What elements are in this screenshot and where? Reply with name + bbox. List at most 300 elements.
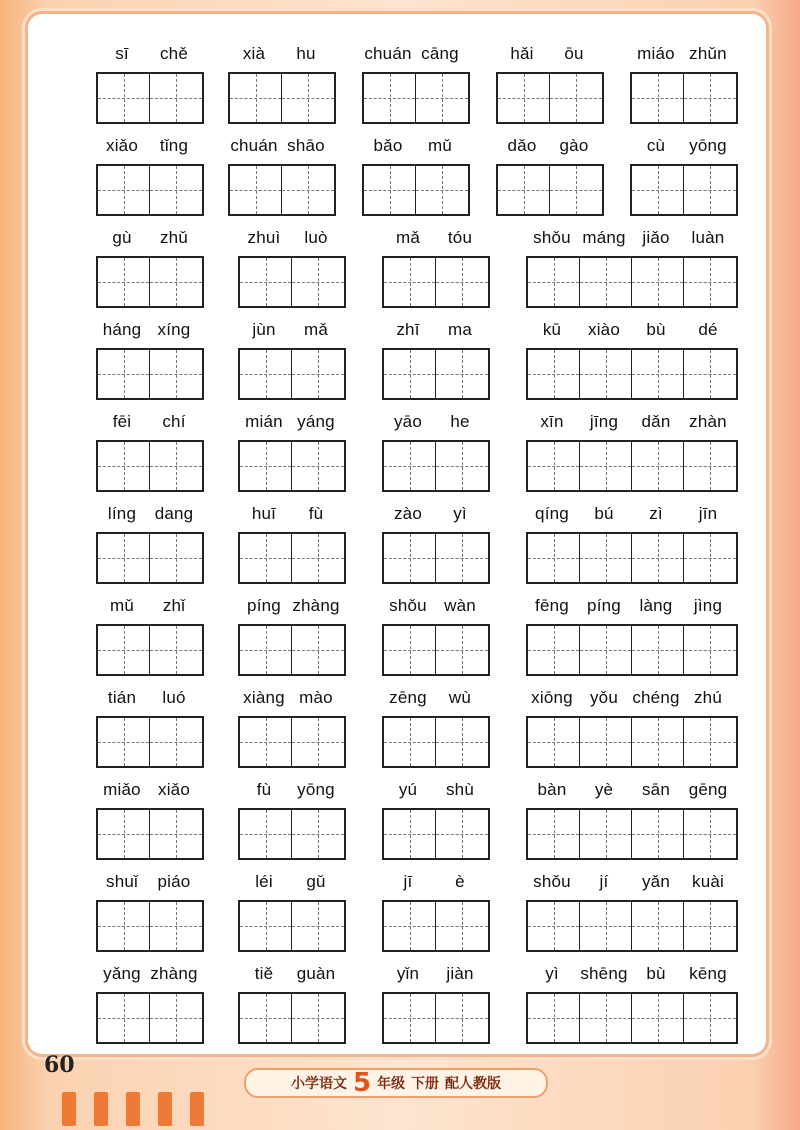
decorative-bar xyxy=(190,1092,204,1126)
writing-cell[interactable] xyxy=(98,350,150,398)
writing-cell[interactable] xyxy=(150,350,202,398)
writing-cell[interactable] xyxy=(632,442,684,490)
word-group xyxy=(382,780,486,872)
pinyin-label: dang xyxy=(154,504,194,523)
pinyin-label: léi xyxy=(255,872,273,891)
writing-cell[interactable] xyxy=(436,626,488,674)
pinyin-label: xiǎo xyxy=(106,136,138,155)
pinyin-label: zhī xyxy=(396,320,420,339)
word-group xyxy=(382,320,486,412)
pinyin-label: piáo xyxy=(157,872,191,891)
writing-cell[interactable] xyxy=(436,718,488,766)
decorative-bar xyxy=(94,1092,108,1126)
writing-cell[interactable] xyxy=(384,810,436,858)
pinyin-label: zhuì xyxy=(247,228,281,247)
character-grid xyxy=(526,900,738,952)
writing-cell[interactable] xyxy=(684,442,736,490)
writing-cell[interactable] xyxy=(384,718,436,766)
writing-cell[interactable] xyxy=(98,718,150,766)
pinyin-label: xiàng xyxy=(243,688,285,707)
writing-cell[interactable] xyxy=(580,810,632,858)
character-grid xyxy=(382,992,490,1044)
writing-cell[interactable] xyxy=(240,718,292,766)
writing-cell[interactable] xyxy=(684,994,736,1042)
writing-cell[interactable] xyxy=(240,442,292,490)
writing-cell[interactable] xyxy=(282,166,334,214)
pinyin-label: qíng xyxy=(535,504,569,523)
character-grid xyxy=(382,532,490,584)
writing-cell[interactable] xyxy=(292,626,344,674)
pinyin-label: fù xyxy=(256,780,272,799)
word-group xyxy=(362,136,466,228)
pinyin-label: zēng xyxy=(389,688,427,707)
character-grid xyxy=(362,164,470,216)
pinyin-label: gǔ xyxy=(306,872,326,891)
pinyin-label: máng xyxy=(582,228,626,247)
writing-cell[interactable] xyxy=(684,350,736,398)
pinyin-label: huī xyxy=(251,504,277,523)
pinyin-label: gēng xyxy=(688,780,728,799)
word-group xyxy=(526,320,734,412)
character-grid xyxy=(496,164,604,216)
writing-cell[interactable] xyxy=(240,350,292,398)
pinyin-label: jùn xyxy=(252,320,276,339)
writing-cell[interactable] xyxy=(292,258,344,306)
writing-cell[interactable] xyxy=(528,994,580,1042)
pinyin-label: mǔ xyxy=(427,136,453,155)
character-grid xyxy=(238,808,346,860)
character-grid xyxy=(238,716,346,768)
character-grid xyxy=(630,164,738,216)
character-grid xyxy=(96,348,204,400)
character-grid xyxy=(526,624,738,676)
writing-cell[interactable] xyxy=(150,74,202,122)
character-grid xyxy=(526,256,738,308)
writing-cell[interactable] xyxy=(150,534,202,582)
writing-cell[interactable] xyxy=(632,718,684,766)
writing-cell[interactable] xyxy=(292,442,344,490)
word-group xyxy=(96,688,200,780)
writing-cell[interactable] xyxy=(684,902,736,950)
pinyin-label: fēi xyxy=(112,412,132,431)
writing-cell[interactable] xyxy=(632,994,684,1042)
pinyin-label: mǎ xyxy=(395,228,421,247)
writing-cell[interactable] xyxy=(240,534,292,582)
worksheet-row xyxy=(28,688,766,780)
writing-cell[interactable] xyxy=(416,166,468,214)
word-group xyxy=(238,872,342,964)
writing-cell[interactable] xyxy=(528,534,580,582)
character-grid xyxy=(238,900,346,952)
writing-cell[interactable] xyxy=(498,166,550,214)
writing-cell[interactable] xyxy=(150,810,202,858)
pinyin-label: píng xyxy=(587,596,621,615)
writing-cell[interactable] xyxy=(528,902,580,950)
word-group xyxy=(238,964,342,1056)
character-grid xyxy=(238,992,346,1044)
pinyin-label: wàn xyxy=(444,596,476,615)
writing-cell[interactable] xyxy=(528,810,580,858)
writing-cell[interactable] xyxy=(98,258,150,306)
writing-cell[interactable] xyxy=(436,442,488,490)
pinyin-label: xiǎo xyxy=(158,780,190,799)
worksheet-row xyxy=(28,872,766,964)
word-group xyxy=(238,504,342,596)
word-group xyxy=(526,228,734,320)
word-group xyxy=(96,44,200,136)
pinyin-label: ōu xyxy=(564,44,584,63)
pinyin-label: shuǐ xyxy=(106,872,138,891)
writing-cell[interactable] xyxy=(292,994,344,1042)
writing-cell[interactable] xyxy=(436,810,488,858)
pinyin-label: fù xyxy=(308,504,324,523)
writing-cell[interactable] xyxy=(632,258,684,306)
pinyin-label: chí xyxy=(162,412,186,431)
worksheet-page xyxy=(28,14,766,1054)
pinyin-label: zhú xyxy=(693,688,722,707)
writing-cell[interactable] xyxy=(632,350,684,398)
pinyin-label: chě xyxy=(159,44,188,63)
pinyin-label: shǒu xyxy=(389,596,427,615)
writing-cell[interactable] xyxy=(384,994,436,1042)
word-group xyxy=(382,228,486,320)
writing-cell[interactable] xyxy=(364,166,416,214)
character-grid xyxy=(526,808,738,860)
writing-cell[interactable] xyxy=(98,626,150,674)
character-grid xyxy=(526,532,738,584)
pinyin-label: xiào xyxy=(588,320,620,339)
pinyin-label: líng xyxy=(107,504,137,523)
word-group xyxy=(96,320,200,412)
writing-cell[interactable] xyxy=(384,902,436,950)
word-group xyxy=(238,596,342,688)
pinyin-label: shù xyxy=(445,780,474,799)
writing-cell[interactable] xyxy=(150,994,202,1042)
pinyin-label: zào xyxy=(393,504,422,523)
pinyin-label: xià xyxy=(242,44,266,63)
writing-cell[interactable] xyxy=(292,810,344,858)
pinyin-label: jī xyxy=(403,872,413,891)
book-footer-label xyxy=(244,1068,548,1098)
writing-cell[interactable] xyxy=(384,626,436,674)
decorative-bar xyxy=(62,1092,76,1126)
writing-cell[interactable] xyxy=(684,534,736,582)
character-grid xyxy=(96,532,204,584)
writing-cell[interactable] xyxy=(292,350,344,398)
pinyin-label: yāo xyxy=(393,412,422,431)
pinyin-label: chéng xyxy=(632,688,680,707)
writing-cell[interactable] xyxy=(632,902,684,950)
writing-cell[interactable] xyxy=(98,166,150,214)
writing-cell[interactable] xyxy=(98,902,150,950)
worksheet-row xyxy=(28,504,766,596)
writing-cell[interactable] xyxy=(292,534,344,582)
writing-cell[interactable] xyxy=(150,258,202,306)
word-group xyxy=(96,780,200,872)
pinyin-label: xīn xyxy=(540,412,564,431)
character-grid xyxy=(526,348,738,400)
pinyin-label: gào xyxy=(559,136,589,155)
character-grid xyxy=(238,440,346,492)
character-grid xyxy=(96,624,204,676)
worksheet-row xyxy=(28,596,766,688)
pinyin-label: tián xyxy=(107,688,137,707)
writing-cell[interactable] xyxy=(150,166,202,214)
pinyin-label: mǔ xyxy=(109,596,135,615)
writing-cell[interactable] xyxy=(240,810,292,858)
pinyin-label: jiàn xyxy=(446,964,474,983)
word-group xyxy=(526,504,734,596)
writing-cell[interactable] xyxy=(230,166,282,214)
writing-cell[interactable] xyxy=(684,718,736,766)
word-group xyxy=(382,688,486,780)
character-grid xyxy=(496,72,604,124)
word-group xyxy=(382,872,486,964)
character-grid xyxy=(382,900,490,952)
worksheet-row xyxy=(28,780,766,872)
writing-cell[interactable] xyxy=(550,166,602,214)
writing-cell[interactable] xyxy=(528,626,580,674)
word-group xyxy=(96,596,200,688)
pinyin-label: píng xyxy=(247,596,281,615)
writing-cell[interactable] xyxy=(580,718,632,766)
writing-cell[interactable] xyxy=(632,626,684,674)
word-group xyxy=(382,596,486,688)
writing-cell[interactable] xyxy=(632,810,684,858)
pinyin-label: tóu xyxy=(447,228,473,247)
writing-cell[interactable] xyxy=(436,534,488,582)
footer-grade-label: 年级 xyxy=(377,1075,406,1091)
word-group xyxy=(96,228,200,320)
character-grid xyxy=(630,72,738,124)
pinyin-label: kuài xyxy=(692,872,724,891)
footer-edition: 配人教版 xyxy=(445,1075,502,1091)
writing-cell[interactable] xyxy=(580,258,632,306)
pinyin-label: chuán xyxy=(364,44,412,63)
decorative-bar xyxy=(158,1092,172,1126)
writing-cell[interactable] xyxy=(684,626,736,674)
pinyin-label: bàn xyxy=(537,780,567,799)
writing-cell[interactable] xyxy=(98,994,150,1042)
pinyin-label: cāng xyxy=(421,44,459,63)
character-grid xyxy=(382,256,490,308)
character-grid xyxy=(96,256,204,308)
pinyin-label: xíng xyxy=(157,320,191,339)
word-group xyxy=(228,136,332,228)
character-grid xyxy=(96,992,204,1044)
pinyin-label: yè xyxy=(594,780,614,799)
writing-cell[interactable] xyxy=(580,350,632,398)
writing-cell[interactable] xyxy=(98,810,150,858)
writing-cell[interactable] xyxy=(580,626,632,674)
writing-cell[interactable] xyxy=(230,74,282,122)
pinyin-label: shēng xyxy=(580,964,628,983)
writing-cell[interactable] xyxy=(150,626,202,674)
writing-cell[interactable] xyxy=(528,442,580,490)
character-grid xyxy=(96,164,204,216)
word-group xyxy=(526,964,734,1056)
pinyin-label: jìng xyxy=(693,596,723,615)
writing-cell[interactable] xyxy=(384,442,436,490)
pinyin-label: dǎn xyxy=(641,412,671,431)
writing-cell[interactable] xyxy=(436,350,488,398)
footer-volume: 下册 xyxy=(411,1075,440,1091)
writing-cell[interactable] xyxy=(240,626,292,674)
writing-cell[interactable] xyxy=(528,350,580,398)
character-grid xyxy=(238,256,346,308)
writing-cell[interactable] xyxy=(282,74,334,122)
writing-cell[interactable] xyxy=(436,902,488,950)
word-group xyxy=(96,504,200,596)
word-group xyxy=(362,44,466,136)
writing-cell[interactable] xyxy=(550,74,602,122)
writing-cell[interactable] xyxy=(684,258,736,306)
pinyin-label: he xyxy=(450,412,470,431)
writing-cell[interactable] xyxy=(150,442,202,490)
pinyin-label: chuán xyxy=(230,136,278,155)
writing-cell[interactable] xyxy=(150,718,202,766)
pinyin-label: luò xyxy=(304,228,328,247)
pinyin-label: yú xyxy=(398,780,418,799)
writing-cell[interactable] xyxy=(684,810,736,858)
writing-cell[interactable] xyxy=(632,166,684,214)
word-group xyxy=(630,44,734,136)
writing-cell[interactable] xyxy=(292,902,344,950)
pinyin-label: bǎo xyxy=(373,136,403,155)
character-grid xyxy=(526,992,738,1044)
pinyin-label: zhǔn xyxy=(689,44,727,63)
word-group xyxy=(526,688,734,780)
writing-cell[interactable] xyxy=(240,258,292,306)
writing-cell[interactable] xyxy=(528,258,580,306)
character-grid xyxy=(238,348,346,400)
character-grid xyxy=(238,624,346,676)
pinyin-label: yǒu xyxy=(589,688,618,707)
pinyin-label: jīng xyxy=(589,412,619,431)
writing-cell[interactable] xyxy=(98,442,150,490)
character-grid xyxy=(362,72,470,124)
writing-cell[interactable] xyxy=(684,166,736,214)
pinyin-label: hu xyxy=(296,44,316,63)
worksheet-row xyxy=(28,964,766,1056)
pinyin-label: zhàn xyxy=(689,412,727,431)
writing-cell[interactable] xyxy=(632,74,684,122)
pinyin-label: shǒu xyxy=(533,228,571,247)
writing-cell[interactable] xyxy=(436,258,488,306)
writing-cell[interactable] xyxy=(384,258,436,306)
character-grid xyxy=(382,716,490,768)
character-grid xyxy=(96,72,204,124)
pinyin-label: yōng xyxy=(689,136,727,155)
character-grid xyxy=(96,440,204,492)
pinyin-label: shǒu xyxy=(533,872,571,891)
character-grid xyxy=(96,900,204,952)
character-grid xyxy=(382,808,490,860)
word-group xyxy=(526,596,734,688)
writing-cell[interactable] xyxy=(240,902,292,950)
writing-cell[interactable] xyxy=(150,902,202,950)
word-group xyxy=(96,964,200,1056)
word-group xyxy=(238,320,342,412)
writing-cell[interactable] xyxy=(436,994,488,1042)
page-number: 60 xyxy=(44,1052,75,1078)
pinyin-label: zhǐ xyxy=(162,596,186,615)
footer-grade-number: 5 xyxy=(352,1068,372,1098)
writing-cell[interactable] xyxy=(580,902,632,950)
pinyin-label: háng xyxy=(102,320,142,339)
word-group xyxy=(238,228,342,320)
writing-cell[interactable] xyxy=(632,534,684,582)
pinyin-label: jiǎo xyxy=(642,228,670,247)
word-group xyxy=(96,412,200,504)
writing-cell[interactable] xyxy=(528,718,580,766)
writing-cell[interactable] xyxy=(98,74,150,122)
decorative-bar xyxy=(126,1092,140,1126)
character-grid xyxy=(382,440,490,492)
pinyin-label: mián xyxy=(245,412,283,431)
word-group xyxy=(382,964,486,1056)
pinyin-label: ma xyxy=(447,320,473,339)
pinyin-label: dé xyxy=(698,320,718,339)
writing-cell[interactable] xyxy=(364,74,416,122)
writing-cell[interactable] xyxy=(580,442,632,490)
character-grid xyxy=(382,624,490,676)
pinyin-label: yáng xyxy=(297,412,335,431)
word-group xyxy=(630,136,734,228)
pinyin-label: mào xyxy=(299,688,333,707)
pinyin-label: miǎo xyxy=(103,780,141,799)
pinyin-label: zhǔ xyxy=(159,228,188,247)
pinyin-label: hǎi xyxy=(510,44,534,63)
writing-cell[interactable] xyxy=(684,74,736,122)
word-group xyxy=(238,688,342,780)
writing-cell[interactable] xyxy=(384,534,436,582)
pinyin-label: mǎ xyxy=(303,320,329,339)
pinyin-label: yǎn xyxy=(641,872,670,891)
pinyin-label: xiōng xyxy=(531,688,573,707)
character-grid xyxy=(96,716,204,768)
character-grid xyxy=(238,532,346,584)
writing-cell[interactable] xyxy=(580,534,632,582)
pinyin-label: yì xyxy=(545,964,559,983)
writing-cell[interactable] xyxy=(240,994,292,1042)
pinyin-label: zì xyxy=(649,504,663,523)
writing-cell[interactable] xyxy=(416,74,468,122)
pinyin-label: yǐn xyxy=(396,964,420,983)
pinyin-label: miáo xyxy=(637,44,675,63)
word-group xyxy=(526,872,734,964)
character-grid xyxy=(382,348,490,400)
word-group xyxy=(96,872,200,964)
pinyin-label: zhàng xyxy=(150,964,198,983)
writing-cell[interactable] xyxy=(580,994,632,1042)
writing-cell[interactable] xyxy=(498,74,550,122)
pinyin-label: wù xyxy=(448,688,472,707)
writing-cell[interactable] xyxy=(384,350,436,398)
writing-cell[interactable] xyxy=(292,718,344,766)
decorative-bars xyxy=(62,1092,204,1126)
word-group xyxy=(382,412,486,504)
pinyin-label: bú xyxy=(594,504,614,523)
footer-subject: 小学语文 xyxy=(290,1075,347,1091)
pinyin-label: yì xyxy=(453,504,467,523)
writing-cell[interactable] xyxy=(98,534,150,582)
pinyin-label: bù xyxy=(646,964,666,983)
pinyin-label: tiě xyxy=(254,964,274,983)
pinyin-label: bù xyxy=(646,320,666,339)
pinyin-label: làng xyxy=(639,596,673,615)
pinyin-label: guàn xyxy=(296,964,336,983)
